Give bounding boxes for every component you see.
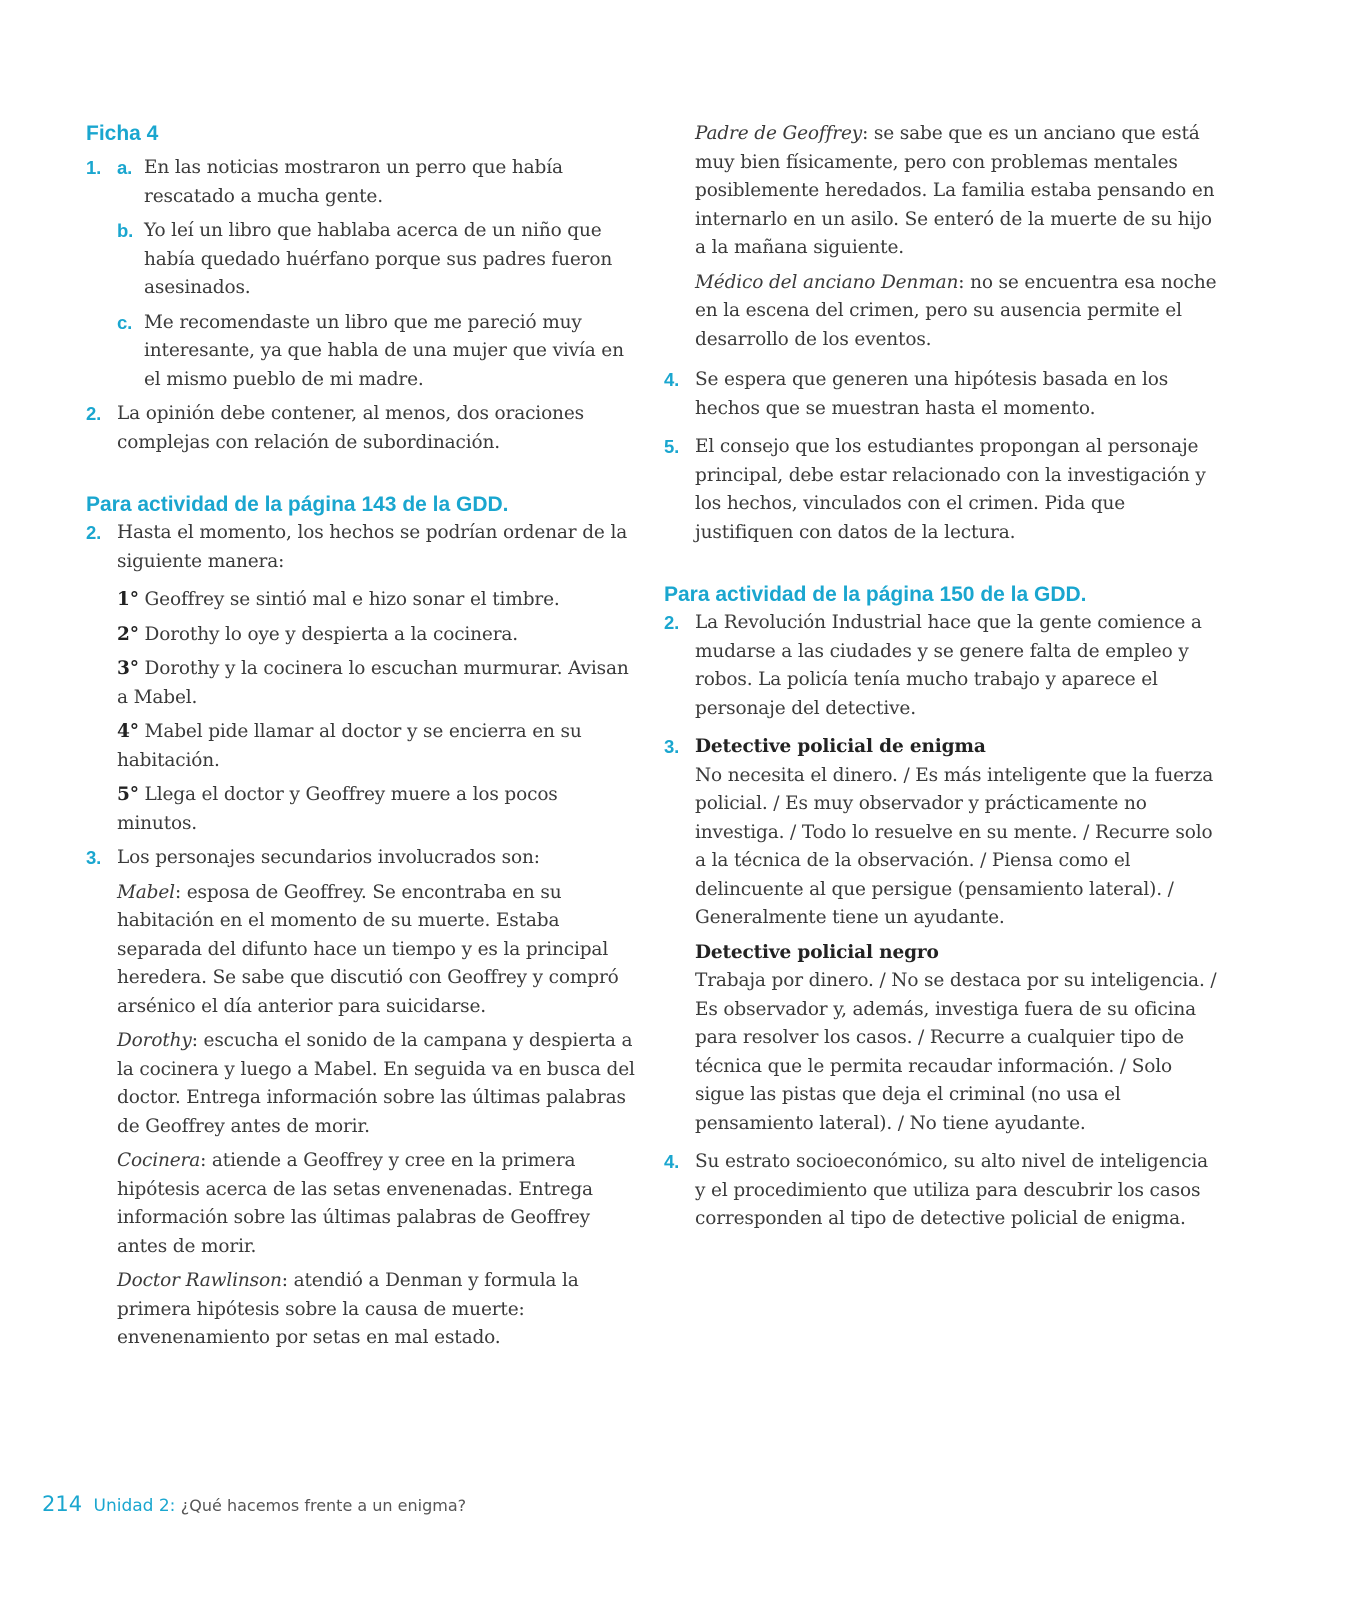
answer-2-p150 <box>664 609 1224 723</box>
answer-3-p143 <box>86 844 641 873</box>
character-description: Mabel: esposa de Geoffrey. Se encontraba en su habitación en el momento de su muerte. Estaba separada del difunto hace un tiempo y es la principal heredera. Se sabe que discutió con Geoffrey y compró arsénico el día anterior para suicidarse. <box>117 881 619 1017</box>
subheading-enigma: Detective policial de enigma <box>695 736 986 757</box>
answer-4-p150 <box>664 1148 1224 1234</box>
answer-4-p143 <box>664 366 1224 423</box>
answer-number: 3. <box>86 847 102 868</box>
section-title-p150: Para actividad de la página 150 de la GDD. <box>664 583 1087 606</box>
answer-number: 4. <box>664 1151 680 1172</box>
answer-1c <box>86 309 641 395</box>
answer-text: Yo leí un libro que hablaba acerca de un niño que había quedado huérfano porque sus padres fueron asesinados. <box>144 220 613 298</box>
answer-text: Se espera que generen una hipótesis basada en los hechos que se muestran hasta el momento. <box>695 369 1169 419</box>
page-number: 214 <box>42 1492 83 1516</box>
answer-number: 1. <box>86 157 102 178</box>
answer-2-p143 <box>86 519 641 576</box>
answer-1b <box>86 217 641 303</box>
answer-text: En las noticias mostraron un perro que había rescatado a mucha gente. <box>144 157 563 207</box>
answer-number: 2. <box>86 522 102 543</box>
answer-5-p143 <box>664 433 1224 547</box>
answer-number: 5. <box>664 436 680 457</box>
answer-number: 2. <box>86 403 102 424</box>
unit-label: Unidad 2: <box>93 1496 176 1516</box>
answer-1a <box>86 154 641 211</box>
answer-text: La Revolución Industrial hace que la gente comience a mudarse a las ciudades y se genere falta de empleo y robos. La policía tenía mucho trabajo y aparece el personaje del detective. <box>695 612 1202 719</box>
answer-text: Los personajes secundarios involucrados son: <box>117 847 540 868</box>
section-title-p143: Para actividad de la página 143 de la GDD. <box>86 493 509 516</box>
answer-number: 3. <box>664 736 680 757</box>
character-description: Padre de Geoffrey: se sabe que es un anciano que está muy bien físicamente, pero con problemas mentales posiblemente heredados. La familia estaba pensando en internarlo en un asilo. Se enteró de la muerte de su hijo a la mañana siguiente. <box>695 123 1215 258</box>
answer-text: La opinión debe contener, al menos, dos oraciones complejas con relación de subordinación. <box>117 403 584 453</box>
character-description: Doctor Rawlinson: atendió a Denman y formula la primera hipótesis sobre la causa de muerte: envenenamiento por setas en mal estado. <box>117 1270 579 1348</box>
unit-title: ¿Qué hacemos frente a un enigma? <box>180 1496 467 1515</box>
answer-letter: b. <box>117 220 134 241</box>
order-item: 3° Dorothy y la cocinera lo escuchan murmurar. Avisan a Mabel. <box>117 658 629 708</box>
right-column <box>664 120 1224 1234</box>
answer-text: Su estrato socioeconómico, su alto nivel de inteligencia y el procedimiento que utiliza para descubrir los casos corresponden al tipo de detective policial de enigma. <box>695 1151 1208 1229</box>
section-title-ficha: Ficha 4 <box>86 122 159 145</box>
answer-text: El consejo que los estudiantes propongan al personaje principal, debe estar relacionado con la investigación y los hechos, vinculados con el crimen. Pida que justifiquen con datos de la lectura. <box>695 436 1206 543</box>
answer-text: Hasta el momento, los hechos se podrían ordenar de la siguiente manera: <box>117 522 628 572</box>
answer-text: Me recomendaste un libro que me pareció muy interesante, ya que habla de una mujer que vivía en el mismo pueblo de mi madre. <box>144 311 624 390</box>
answer-3-p150 <box>664 733 1224 1138</box>
answer-letter: c. <box>117 311 133 333</box>
character-description: Dorothy: escucha el sonido de la campana y despierta a la cocinera y luego a Mabel. En seguida va en busca del doctor. Entrega información sobre las últimas palabras de Geoffrey antes de morir. <box>117 1030 635 1137</box>
order-item: 1° Geoffrey se sintió mal e hizo sonar el timbre. <box>117 589 560 610</box>
order-item: 2° Dorothy lo oye y despierta a la cocinera. <box>117 623 519 645</box>
answer-2 <box>86 400 641 457</box>
answer-letter: a. <box>117 157 133 178</box>
answer-number: 2. <box>664 612 680 633</box>
left-column <box>86 120 641 1353</box>
enigma-text: No necesita el dinero. / Es más inteligente que la fuerza policial. / Es muy observador y prácticamente no investiga. / Todo lo resuelve en su mente. / Recurre solo a la técnica de la observación. / Piensa como el delincuente al que persigue (pensamiento lateral). / Generalmente tiene un ayudante. <box>695 764 1214 928</box>
page-footer <box>42 1492 466 1518</box>
character-description: Médico del anciano Denman: no se encuentra esa noche en la escena del crimen, pero su ausencia permite el desarrollo de los eventos. <box>695 271 1217 350</box>
order-item: 5° Llega el doctor y Geoffrey muere a los pocos minutos. <box>117 784 558 834</box>
negro-text: Trabaja por dinero. / No se destaca por su inteligencia. / Es observador y, además, investiga fuera de su oficina para resolver los casos. / Recurre a cualquier tipo de técnica que le permita recaudar información. / Solo sigue las pistas que deja el criminal (no usa el pensamiento lateral). / No tiene ayudante. <box>695 970 1217 1134</box>
answer-number: 4. <box>664 369 680 390</box>
subheading-negro: Detective policial negro <box>695 941 939 963</box>
character-description: Cocinera: atiende a Geoffrey y cree en la primera hipótesis acerca de las setas envenenadas. Entrega información sobre las últimas palabras de Geoffrey antes de morir. <box>117 1150 593 1257</box>
order-item: 4° Mabel pide llamar al doctor y se encierra en su habitación. <box>117 721 582 771</box>
